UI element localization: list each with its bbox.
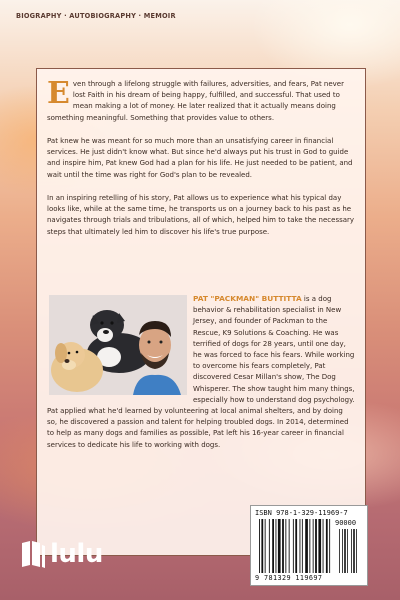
author-name: PAT "PACKMAN" BUTTITTA (193, 294, 302, 303)
intro-paragraph-2: Pat knew he was meant for so much more than an unsatisfying career in financial services. He just didn't know what. But since he'd always put his trust in God to guide and inspire him, Pat knew God had a plan for his life. He just needed to be patient, and wait until the time was right for God's plan to be revealed. (47, 137, 353, 179)
barcode-number: 9 781329 119697 (255, 574, 323, 582)
publisher-name: lulu (50, 539, 103, 569)
lulu-book-logo-icon (20, 539, 46, 569)
author-bio: PAT "PACKMAN" BUTTITTA is a dog behavior & rehabilitation specialist in New Jersey, and founder of Packman to the Rescue, K9 Solutions & Coaching. He was terrified of dogs for 28 years, until one day, he was forced to face his fears. While working to overcome his fears completely, Pat discovered Cesar Millan's show, The Dog Whisperer. The show taught him many things, especially how to understand dog psychology. Pat applied what he'd learned by volunteering at local animal shelters, and by doing so, he discovered a passion and talent for helping troubled dogs. In 2014, determined to help as many dogs and families as possible, Pat left his 16-year career in financial services to dedicate his life to working with dogs. (47, 294, 355, 449)
publisher-logo (20, 534, 103, 574)
barcode-block (250, 505, 368, 586)
description-panel (36, 68, 366, 556)
isbn-label: ISBN 978-1-329-11969-7 (255, 509, 348, 517)
genre-label: BIOGRAPHY · AUTOBIOGRAPHY · MEMOIR (16, 12, 176, 20)
intro-paragraph-3: In an inspiring retelling of his story, Pat allows us to experience what his typical day looks like, while at the same time, he transports us on a journey back to his past as he navigates through trials and tribulations, all of which, helped him to take the necessary steps that ultimately led him to discover his life's true purpose. (47, 194, 355, 236)
barcode-icon (255, 519, 363, 575)
drop-cap: E (47, 76, 70, 111)
intro-paragraph-1: Even through a lifelong struggle with failures, adversities, and fears, Pat never lost Faith in his dream of being happy, fulfilled, and successful. That used to mean making a lot of money. He later realized that it actually means doing something meaningful. Something that provides value to others. (47, 76, 344, 122)
price-code: 90000 (335, 519, 357, 527)
